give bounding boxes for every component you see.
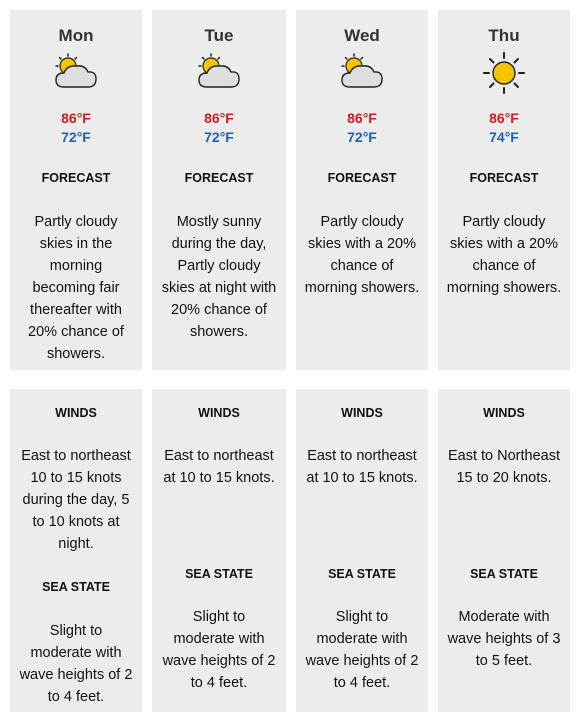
sea-state-label: SEA STATE bbox=[185, 567, 253, 581]
sea-state-line: Moderate with bbox=[458, 609, 550, 625]
marine-card-tue bbox=[152, 389, 286, 712]
forecast-line: 20% chance of bbox=[171, 302, 267, 318]
winds-line: East to northeast bbox=[164, 448, 274, 464]
sea-state-line: to 5 feet. bbox=[475, 653, 533, 669]
sea-state-text bbox=[302, 606, 422, 694]
winds-line: during the day, 5 bbox=[22, 492, 130, 508]
winds-label: WINDS bbox=[483, 406, 525, 420]
sea-state-line: to 4 feet. bbox=[190, 675, 248, 691]
winds-line: 10 to 15 knots bbox=[30, 470, 122, 486]
sea-state-line: Slight to bbox=[192, 609, 246, 625]
sea-state-label: SEA STATE bbox=[470, 567, 538, 581]
high-temperature: 86°F bbox=[347, 110, 377, 126]
forecast-line: skies with a 20% bbox=[308, 236, 416, 252]
low-temperature: 72°F bbox=[347, 129, 377, 145]
forecast-label: FORECAST bbox=[327, 171, 397, 185]
day-name: Thu bbox=[488, 26, 520, 45]
sea-state-line: moderate with bbox=[173, 631, 265, 647]
winds-line: East to Northeast bbox=[447, 448, 561, 464]
sea-state-text bbox=[16, 620, 136, 708]
sea-state-line: to 4 feet. bbox=[333, 675, 391, 691]
sea-state-line: wave heights of 3 bbox=[447, 631, 561, 647]
winds-line: night. bbox=[58, 536, 94, 552]
forecast-line: skies in the bbox=[39, 236, 113, 252]
forecast-text bbox=[302, 211, 422, 299]
winds-line: East to northeast bbox=[21, 448, 131, 464]
marine-card-thu bbox=[438, 389, 570, 712]
high-temperature: 86°F bbox=[489, 110, 519, 126]
winds-line: at 10 to 15 knots. bbox=[163, 470, 275, 486]
sea-state-line: to 4 feet. bbox=[47, 689, 105, 705]
forecast-line: chance of bbox=[330, 258, 394, 274]
forecast-line: Partly cloudy bbox=[462, 214, 546, 230]
winds-line: East to northeast bbox=[307, 448, 417, 464]
forecast-line: during the day, bbox=[171, 236, 267, 252]
forecast-line: chance of bbox=[472, 258, 536, 274]
forecast-card-wed bbox=[296, 10, 428, 370]
day-name: Wed bbox=[344, 26, 380, 45]
forecast-text bbox=[444, 211, 564, 299]
sea-state-label: SEA STATE bbox=[42, 580, 110, 594]
marine-card-wed bbox=[296, 389, 428, 712]
winds-text bbox=[444, 445, 564, 489]
winds-line: at 10 to 15 knots. bbox=[306, 470, 418, 486]
winds-line: to 10 knots at bbox=[32, 514, 120, 530]
forecast-line: Partly cloudy bbox=[320, 214, 404, 230]
sea-state-text bbox=[158, 606, 280, 694]
sea-state-line: wave heights of 2 bbox=[19, 667, 133, 683]
partly-cloudy-icon bbox=[336, 52, 388, 94]
winds-label: WINDS bbox=[55, 406, 97, 420]
forecast-text bbox=[158, 211, 280, 343]
forecast-label: FORECAST bbox=[184, 171, 254, 185]
marine-card-mon bbox=[10, 389, 142, 712]
sea-state-line: Slight to bbox=[335, 609, 389, 625]
forecast-card-tue bbox=[152, 10, 286, 370]
winds-label: WINDS bbox=[341, 406, 383, 420]
low-temperature: 72°F bbox=[204, 129, 234, 145]
sun-icon bbox=[478, 52, 530, 94]
high-temperature: 86°F bbox=[204, 110, 234, 126]
forecast-text bbox=[16, 211, 136, 365]
sea-state-label: SEA STATE bbox=[328, 567, 396, 581]
low-temperature: 72°F bbox=[61, 129, 91, 145]
forecast-line: skies with a 20% bbox=[450, 236, 558, 252]
day-name: Tue bbox=[204, 26, 234, 45]
forecast-card-thu bbox=[438, 10, 570, 370]
forecast-line: morning showers. bbox=[304, 280, 420, 296]
forecast-line: showers. bbox=[189, 324, 249, 340]
forecast-line: Partly cloudy bbox=[177, 258, 261, 274]
forecast-line: morning bbox=[49, 258, 103, 274]
forecast-card-mon bbox=[10, 10, 142, 370]
sea-state-line: wave heights of 2 bbox=[162, 653, 276, 669]
sea-state-line: moderate with bbox=[316, 631, 408, 647]
winds-text bbox=[16, 445, 136, 555]
forecast-line: becoming fair bbox=[32, 280, 120, 296]
high-temperature: 86°F bbox=[61, 110, 91, 126]
winds-text bbox=[158, 445, 280, 489]
sea-state-line: wave heights of 2 bbox=[305, 653, 419, 669]
winds-line: 15 to 20 knots. bbox=[456, 470, 552, 486]
day-name: Mon bbox=[58, 26, 94, 45]
partly-cloudy-icon bbox=[193, 52, 245, 94]
forecast-line: thereafter with bbox=[30, 302, 122, 318]
forecast-label: FORECAST bbox=[469, 171, 539, 185]
forecast-line: 20% chance of bbox=[28, 324, 124, 340]
sea-state-line: moderate with bbox=[30, 645, 122, 661]
forecast-label: FORECAST bbox=[41, 171, 111, 185]
sea-state-line: Slight to bbox=[49, 623, 103, 639]
winds-text bbox=[302, 445, 422, 489]
forecast-line: Mostly sunny bbox=[176, 214, 262, 230]
low-temperature: 74°F bbox=[489, 129, 519, 145]
forecast-line: morning showers. bbox=[446, 280, 562, 296]
partly-cloudy-icon bbox=[50, 52, 102, 94]
forecast-line: Partly cloudy bbox=[34, 214, 118, 230]
forecast-line: showers. bbox=[46, 346, 106, 362]
winds-label: WINDS bbox=[198, 406, 240, 420]
forecast-line: skies at night with bbox=[161, 280, 277, 296]
sea-state-text bbox=[444, 606, 564, 672]
